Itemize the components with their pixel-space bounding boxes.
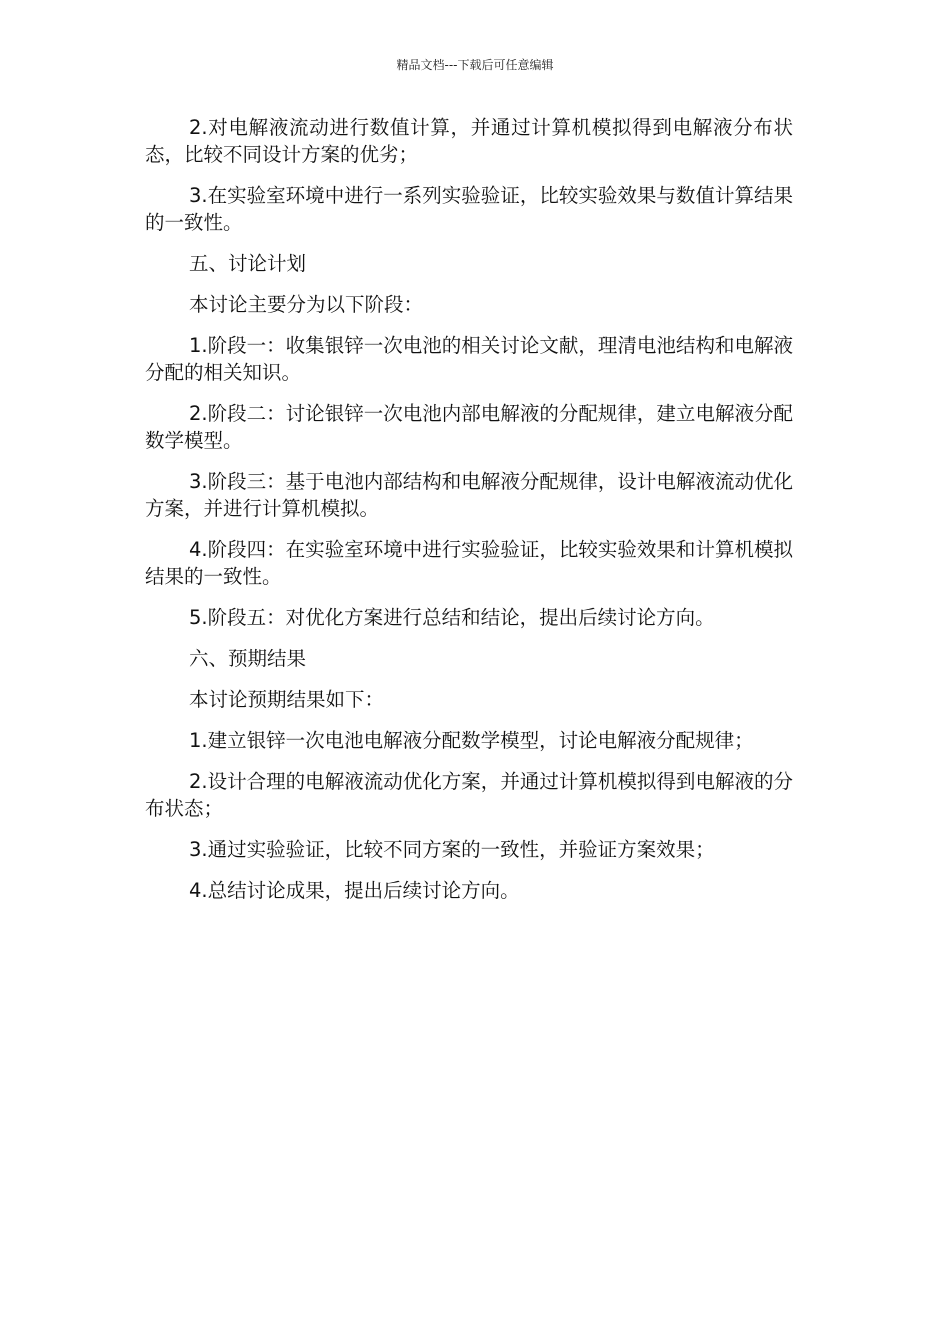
paragraph-plan-step-2: 2.对电解液流动进行数值计算，并通过计算机模拟得到电解液分布状态，比较不同设计方案的优劣； [145, 116, 793, 166]
paragraph-stage-3: 3.阶段三：基于电池内部结构和电解液分配规律，设计电解液流动优化方案，并进行计算机模拟。 [145, 470, 793, 520]
paragraph-stage-2: 2.阶段二：讨论银锌一次电池内部电解液的分配规律，建立电解液分配数学模型。 [145, 402, 793, 452]
document-body [145, 114, 793, 918]
paragraph-stage-4: 4.阶段四：在实验室环境中进行实验验证，比较实验效果和计算机模拟结果的一致性。 [145, 538, 793, 588]
section-heading-expected-results: 六、预期结果 [189, 647, 307, 670]
section-heading-discussion-plan: 五、讨论计划 [189, 252, 307, 275]
page-header: 精品文档---下载后可任意编辑 [396, 58, 554, 72]
paragraph-plan-intro: 本讨论主要分为以下阶段： [189, 293, 424, 316]
paragraph-plan-step-3: 3.在实验室环境中进行一系列实验验证，比较实验效果与数值计算结果的一致性。 [145, 184, 793, 234]
paragraph-result-1: 1.建立银锌一次电池电解液分配数学模型，讨论电解液分配规律； [189, 729, 754, 752]
paragraph-result-3: 3.通过实验验证，比较不同方案的一致性，并验证方案效果； [189, 838, 715, 861]
paragraph-results-intro: 本讨论预期结果如下： [189, 688, 385, 711]
paragraph-stage-1: 1.阶段一：收集银锌一次电池的相关讨论文献，理清电池结构和电解液分配的相关知识。 [145, 334, 793, 384]
paragraph-result-2: 2.设计合理的电解液流动优化方案，并通过计算机模拟得到电解液的分布状态； [145, 770, 793, 820]
paragraph-stage-5: 5.阶段五：对优化方案进行总结和结论，提出后续讨论方向。 [189, 606, 715, 629]
paragraph-result-4: 4.总结讨论成果，提出后续讨论方向。 [189, 879, 520, 902]
